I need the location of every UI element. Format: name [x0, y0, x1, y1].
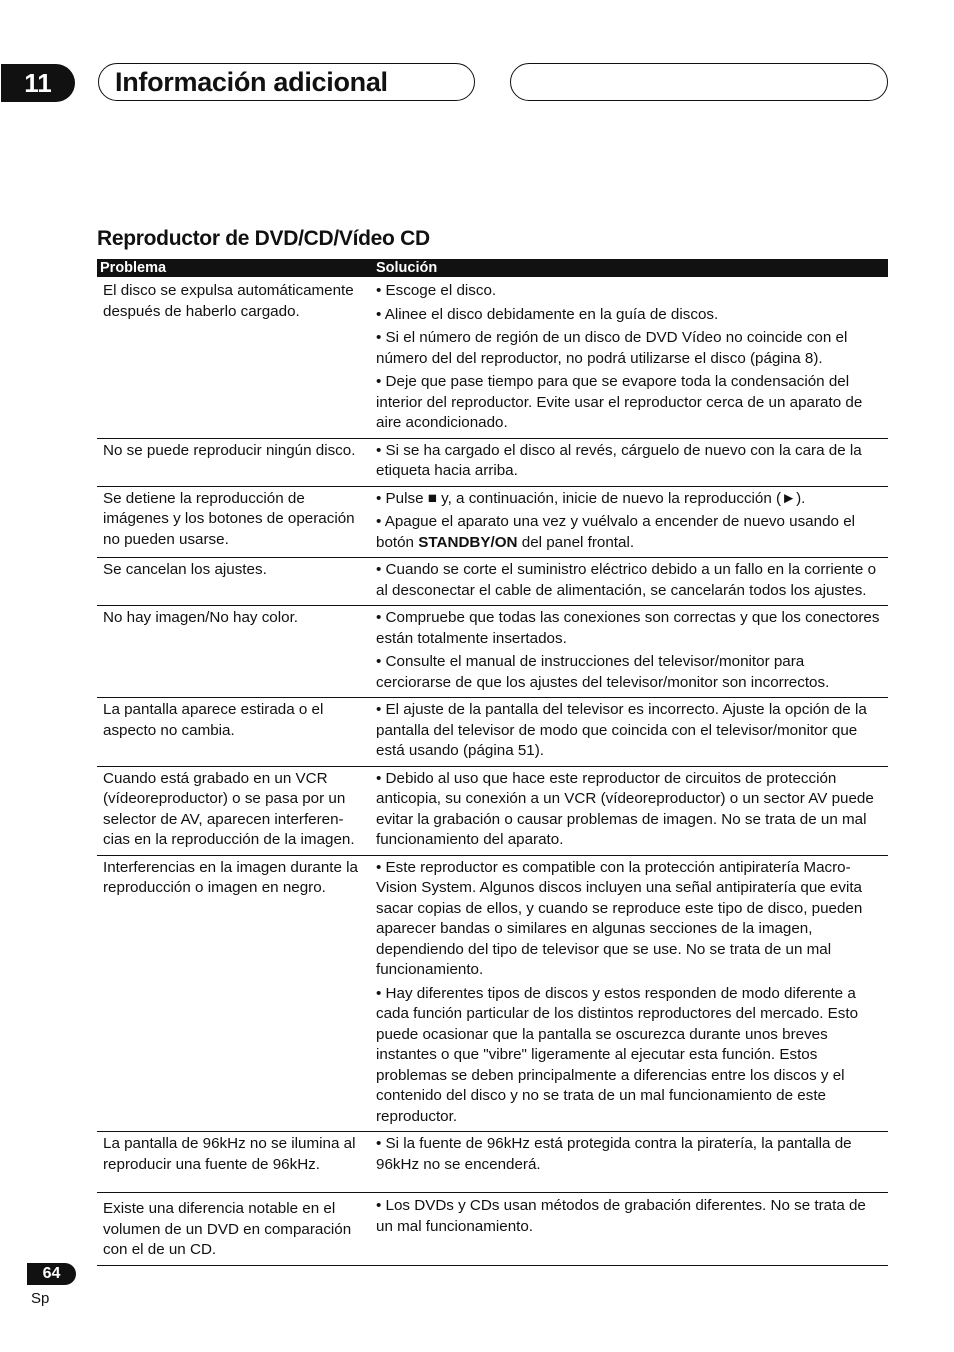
table-row	[97, 1193, 888, 1266]
solution-cell	[370, 698, 888, 767]
solution-cell	[370, 766, 888, 855]
solution-text: del panel frontal.	[517, 533, 635, 551]
solution-item: • Si la fuente de 96kHz está protegida contra la piratería, la pantalla de 96kHz no se encenderá.	[376, 1135, 852, 1173]
table-row	[97, 1132, 888, 1193]
column-header-problem: Problema	[97, 259, 370, 277]
troubleshooting-table	[97, 259, 888, 1266]
problem-cell: El disco se expulsa automáticamente después de haberlo cargado.	[97, 277, 370, 438]
solution-item: • Si el número de región de un disco de DVD Vídeo no coincide con el número del del reproductor, no podrá utilizarse el disco (página 8).	[376, 329, 848, 367]
table-row	[97, 606, 888, 698]
header-right-frame	[510, 63, 888, 101]
solution-cell	[370, 486, 888, 558]
solution-item: • Consulte el manual de instrucciones del televisor/monitor para cerciorarse de que los ajustes del televisor/monitor son incorrectos.	[376, 653, 830, 691]
table-header-row	[97, 259, 888, 277]
solution-item	[376, 512, 882, 553]
solution-item: • El ajuste de la pantalla del televisor es incorrecto. Ajuste la opción de la pantalla del televisor de modo que coincida con el televisor/monitor que está usando (página 51).	[376, 701, 867, 759]
solution-item: • Deje que pase tiempo para que se evapore toda la condensación del interior del reproductor. Evite usar el reproductor cerca de un aparato de aire acondicionado.	[376, 373, 863, 431]
problem-cell: Se detiene la reproducción de imágenes y los botones de operación no pueden usarse.	[97, 486, 370, 558]
section-title: Reproductor de DVD/CD/Vídeo CD	[97, 227, 430, 250]
problem-cell: Existe una diferencia notable en el volumen de un DVD en comparación con el de un CD.	[97, 1193, 370, 1266]
solution-cell	[370, 558, 888, 606]
table-row	[97, 277, 888, 438]
solution-cell	[370, 277, 888, 438]
solution-text: • Apague el aparato una vez y vuélvalo a encender de nuevo usando el botón	[376, 513, 856, 551]
table-row	[97, 558, 888, 606]
problem-cell: Cuando está grabado en un VCR (vídeoreproductor) o se pasa por un selector de AV, aparecen interferen-cias en la reproducción de la imagen.	[97, 766, 370, 855]
solution-item: • Cuando se corte el suministro eléctrico debido a un fallo en la corriente o al desconectar el cable de alimentación, se cancelarán todos los ajustes.	[376, 561, 877, 599]
solution-item: • Hay diferentes tipos de discos y estos responden de modo diferente a cada función particular de los distintos reproductores del mercado. Esto puede ocasionar que la pantalla se oscurezca durante unos breves instantes o que "vibre" ligeramente al ejecutar esta función. Estos problemas se deben principalmente a diferencias entre los discos y el contenido del disco y no se trata de un mal funcionamiento de este reproductor.	[376, 984, 859, 1125]
standby-on-button-name: STANDBY/ON	[418, 533, 518, 551]
table-row	[97, 486, 888, 558]
solution-item: • Los DVDs y CDs usan métodos de grabación diferentes. No se trata de un mal funcionamiento.	[376, 1197, 866, 1235]
solution-cell	[370, 438, 888, 486]
problem-cell: Se cancelan los ajustes.	[97, 558, 370, 606]
table-row	[97, 438, 888, 486]
solution-item: • Compruebe que todas las conexiones son correctas y que los conectores están totalmente insertados.	[376, 609, 880, 647]
solution-cell	[370, 1132, 888, 1193]
table-row	[97, 855, 888, 1132]
solution-item: • Debido al uso que hace este reproductor de circuitos de protección anticopia, su conexión a un VCR (vídeoreproductor) o un sector AV puede evitar la grabación o causar problemas de imagen. No se trata de un mal funcionamiento del aparato.	[376, 769, 874, 848]
problem-cell: Interferencias en la imagen durante la reproducción o imagen en negro.	[97, 855, 370, 1132]
solution-cell	[370, 1193, 888, 1266]
page-number-badge: 64	[27, 1263, 76, 1285]
solution-item: • Escoge el disco.	[376, 282, 497, 299]
chapter-title: Información adicional	[115, 67, 388, 97]
solution-cell	[370, 606, 888, 698]
solution-item: • Este reproductor es compatible con la protección antipiratería Macro-Vision System. Algunos discos incluyen una señal antipiratería que evita sacar copias de ellos, y cuando se reproduce este tipo de disco, pueden aparecer bandas o similares en algunas secciones de la imagen, dependiendo del tipo de televisor que se use. No se trata de un mal funcionamiento.	[376, 858, 863, 978]
table-row	[97, 698, 888, 767]
chapter-number-badge: 11	[1, 64, 75, 102]
chapter-title-frame	[98, 63, 475, 101]
problem-cell: No hay imagen/No hay color.	[97, 606, 370, 698]
solution-item: • Pulse ■ y, a continuación, inicie de nuevo la reproducción (►).	[376, 489, 806, 507]
solution-item: • Alinee el disco debidamente en la guía de discos.	[376, 305, 719, 323]
table-row	[97, 766, 888, 855]
problem-cell: La pantalla de 96kHz no se ilumina al reproducir una fuente de 96kHz.	[97, 1132, 370, 1193]
problem-cell: La pantalla aparece estirada o el aspecto no cambia.	[97, 698, 370, 767]
page-language-label: Sp	[31, 1290, 50, 1307]
column-header-solution: Solución	[370, 259, 888, 277]
problem-cell: No se puede reproducir ningún disco.	[97, 438, 370, 486]
solution-item: • Si se ha cargado el disco al revés, cárguelo de nuevo con la cara de la etiqueta hacia arriba.	[376, 441, 862, 479]
solution-cell	[370, 855, 888, 1132]
